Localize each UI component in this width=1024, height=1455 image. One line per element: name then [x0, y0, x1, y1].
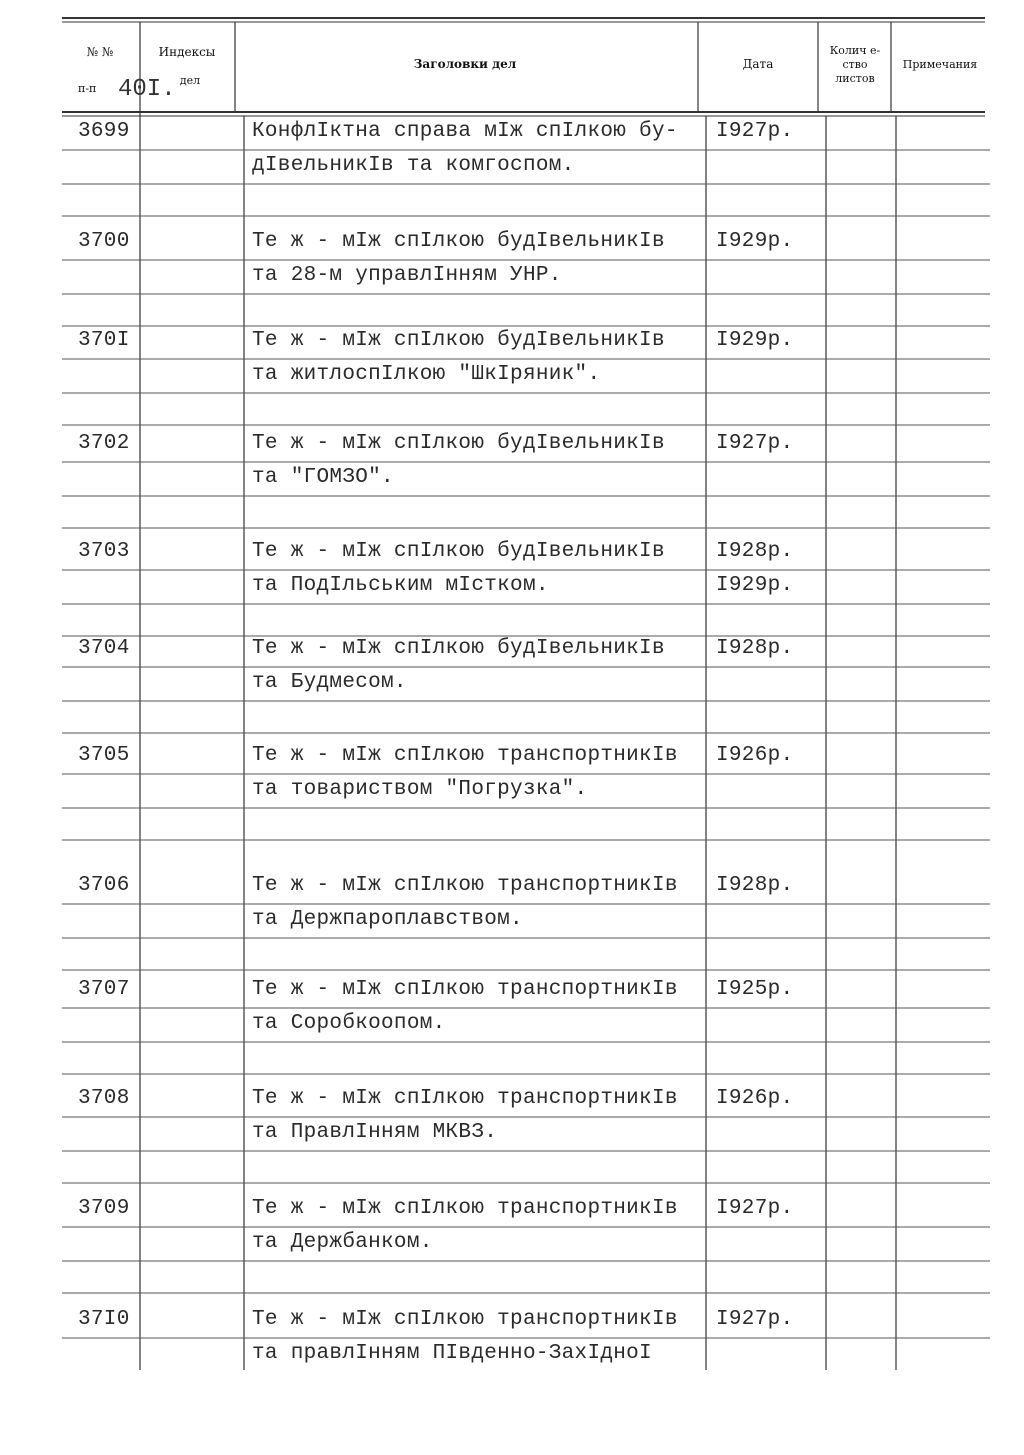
record-date: I927р. — [716, 1197, 794, 1220]
header-index-label: Индексы — [158, 45, 216, 59]
header-count-label-1: Колич е- — [829, 44, 881, 57]
record-title-line-1: Те ж - мIж спIлкою транспортникIв — [252, 1197, 678, 1220]
record-title-line-1: Те ж - мIж спIлкою будIвельникIв — [252, 540, 665, 563]
record-title-line-1: Те ж - мIж спIлкою будIвельникIв — [252, 329, 665, 352]
record-title-line-2: та правлIнням ПIвденно-ЗахIдноI — [252, 1342, 652, 1365]
record-title-line-2: та житлоспIлкою "ШкIряник". — [252, 363, 601, 386]
record-date: I928р. — [716, 540, 794, 563]
record-date: I928р. — [716, 874, 794, 897]
record-title-line-1: Те ж - мIж спIлкою транспортникIв — [252, 1087, 678, 1110]
header-number-label: № № — [86, 45, 114, 59]
record-number: 3703 — [78, 540, 130, 563]
record-number: 370I — [78, 329, 130, 352]
record-title-line-1: КонфлIктна справа мIж спIлкою бу- — [252, 120, 678, 143]
record-number: 3700 — [78, 230, 130, 253]
record-date: I928р. — [716, 637, 794, 660]
record-title-line-2: та "ГОМЗО". — [252, 466, 394, 489]
record-title-line-2: та Будмесом. — [252, 671, 407, 694]
header-count-label-2: ство — [842, 58, 868, 71]
record-title-line-1: Те ж - мIж спIлкою транспортникIв — [252, 744, 678, 767]
record-date: I927р. — [716, 1308, 794, 1331]
record-title-line-2: та Соробкоопом. — [252, 1012, 446, 1035]
record-number: 3707 — [78, 978, 130, 1001]
header-date-label: Дата — [742, 57, 774, 71]
record-title-line-2: та товариством "Погрузка". — [252, 778, 588, 801]
header-title-label: Заголовки дел — [413, 57, 517, 71]
record-title-line-1: Те ж - мIж спIлкою будIвельникIв — [252, 432, 665, 455]
record-title-line-1: Те ж - мIж спIлкою транспортникIв — [252, 874, 678, 897]
record-title-line-2: дIвельникIв та комгоспом. — [252, 154, 575, 177]
record-date: I925р. — [716, 978, 794, 1001]
record-number: 3705 — [78, 744, 130, 767]
record-title-line-1: Те ж - мIж спIлкою будIвельникIв — [252, 230, 665, 253]
record-title-line-2: та Держпароплавством. — [252, 908, 523, 931]
header-number-sub-label: п-п — [78, 82, 97, 95]
record-title-line-2: та ПравлIнням МКВЗ. — [252, 1121, 498, 1144]
record-title-line-1: Те ж - мIж спIлкою транспортникIв — [252, 1308, 678, 1331]
record-number: 3706 — [78, 874, 130, 897]
record-date: I929р. — [716, 329, 794, 352]
record-number: 3709 — [78, 1197, 130, 1220]
record-number: 3704 — [78, 637, 130, 660]
record-date: I929р. — [716, 230, 794, 253]
record-date: I927р. — [716, 120, 794, 143]
record-date-2: I929р. — [716, 574, 794, 597]
header-index-sub-label: дел — [179, 74, 201, 87]
record-number: 3699 — [78, 120, 130, 143]
fund-index: 40I. — [118, 76, 176, 103]
header-count-label-3: листов — [835, 72, 875, 85]
record-title-line-1: Те ж - мIж спIлкою транспортникIв — [252, 978, 678, 1001]
record-number: 3702 — [78, 432, 130, 455]
record-date: I926р. — [716, 744, 794, 767]
record-date: I927р. — [716, 432, 794, 455]
record-title-line-2: та ПодIльським мIстком. — [252, 574, 549, 597]
record-number: 3708 — [78, 1087, 130, 1110]
header-notes-label: Примечания — [902, 58, 978, 71]
record-number: 37I0 — [78, 1308, 130, 1331]
record-title-line-2: та Держбанком. — [252, 1231, 433, 1254]
record-title-line-2: та 28-м управлIнням УНР. — [252, 264, 562, 287]
record-date: I926р. — [716, 1087, 794, 1110]
record-title-line-1: Те ж - мIж спIлкою будIвельникIв — [252, 637, 665, 660]
